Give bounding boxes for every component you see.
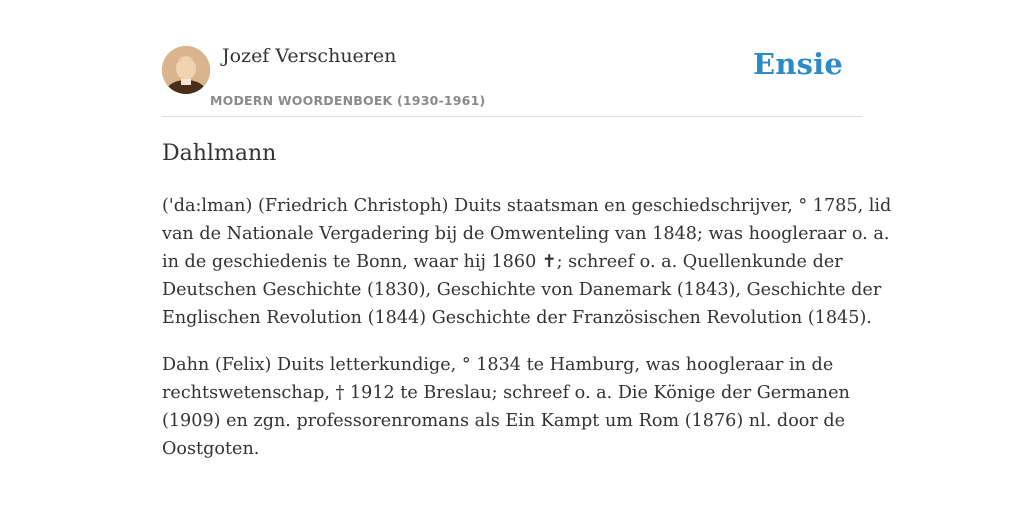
source-label[interactable]: MODERN WOORDENBOEK (1930-1961): [210, 93, 486, 108]
paragraph-line: rechtswetenschap, † 1912 te Breslau; schreef o. a. Die Könige der Germanen: [162, 383, 850, 403]
paragraph-line: Englischen Revolution (1844) Geschichte der Französischen Revolution (1845).: [162, 308, 872, 328]
ensie-logo[interactable]: Ensie: [753, 47, 843, 81]
paragraph-line: Deutschen Geschichte (1830), Geschichte von Danemark (1843), Geschichte der: [162, 280, 882, 300]
author-avatar[interactable]: [162, 46, 210, 94]
paragraph-line: ('da:lman) (Friedrich Christoph) Duits staatsman en geschiedschrijver, ° 1785, lid: [162, 196, 892, 216]
entry-title: Dahlmann: [162, 141, 277, 166]
author-header: [162, 0, 862, 117]
paragraph-line: van de Nationale Vergadering bij de Omwenteling van 1848; was hoogleraar o. a.: [162, 224, 890, 244]
entry-paragraph: [162, 192, 892, 332]
entry-paragraph: [162, 351, 862, 463]
paragraph-line: Dahn (Felix) Duits letterkundige, ° 1834 te Hamburg, was hoogleraar in de: [162, 355, 834, 375]
paragraph-line: in de geschiedenis te Bonn, waar hij 1860 ✝; schreef o. a. Quellenkunde der: [162, 252, 843, 272]
entry-card: [162, 0, 892, 459]
paragraph-line: (1909) en zgn. professorenromans als Ein Kampt um Rom (1876) nl. door de: [162, 411, 846, 431]
author-name[interactable]: Jozef Verschueren: [222, 45, 397, 67]
paragraph-line: Oostgoten.: [162, 439, 260, 459]
author-portrait-icon: [162, 46, 210, 94]
